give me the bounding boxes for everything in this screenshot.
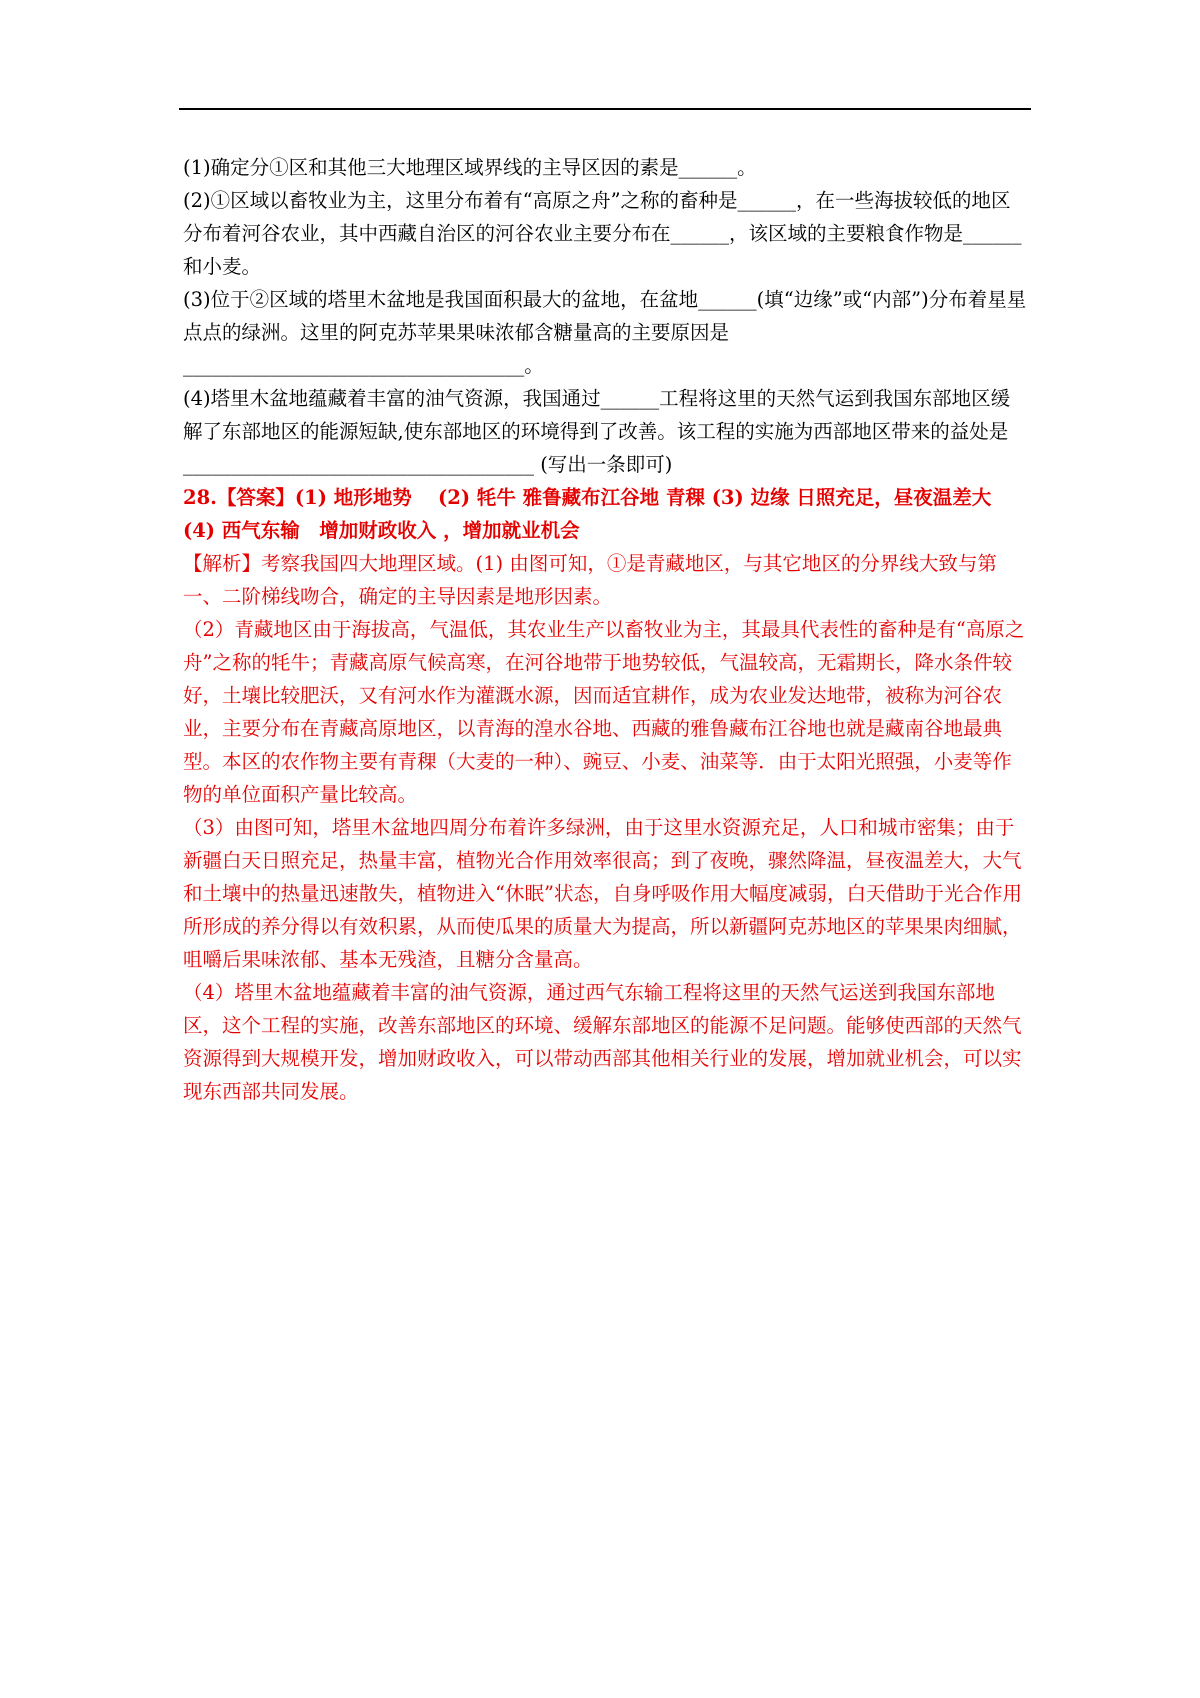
- explanation-part-3: （3）由图可知，塔里木盆地四周分布着许多绿洲，由于这里水资源充足，人口和城市密集；由于新疆白天日照充足，热量丰富，植物光合作用效率很高；到了夜晚，骤然降温，昼夜温差大，大气和土壤中的热量迅速散失，植物进入“休眠”状态，自身呼吸作用大幅度减弱，白天借助于光合作用所形成的养分得以有效积累，从而使瓜果的质量大为提高，所以新疆阿克苏地区的苹果果肉细腻，咀嚼后果味浓郁、基本无残渣，且糖分含量高。: [183, 816, 1022, 971]
- question-3-answer-line: ___________________________________。: [183, 354, 544, 377]
- question-1: (1)确定分①区和其他三大地理区域界线的主导区因的素是______。: [183, 156, 757, 179]
- question-3: (3)位于②区域的塔里木盆地是我国面积最大的盆地，在盆地______(填“边缘”或“内部”)分布着星星点点的绿洲。这里的阿克苏苹果果味浓郁含糖量高的主要原因是: [183, 288, 1027, 344]
- question-4: (4)塔里木盆地蕴藏着丰富的油气资源，我国通过______工程将这里的天然气运到我国东部地区缓解了东部地区的能源短缺,使东部地区的环境得到了改善。该工程的实施为西部地区带来的益处是____________________________________ (写出一条即可): [183, 387, 1011, 476]
- question-2: (2)①区域以畜牧业为主，这里分布着有“高原之舟”之称的畜种是______，在一些海拔较低的地区分布着河谷农业，其中西藏自治区的河谷农业主要分布在______，该区域的主要粮食作物是______和小麦。: [183, 189, 1022, 278]
- answer-key: 28.【答案】(1) 地形地势 (2) 牦牛 雅鲁藏布江谷地 青稞 (3) 边缘 日照充足，昼夜温差大 (4) 西气东输 增加财政收入 ，增加就业机会: [183, 486, 1018, 542]
- explanation-part-4: （4）塔里木盆地蕴藏着丰富的油气资源，通过西气东输工程将这里的天然气运送到我国东部地区，这个工程的实施，改善东部地区的环境、缓解东部地区的能源不足问题。能够使西部的天然气资源得到大规模开发，增加财政收入，可以带动西部其他相关行业的发展，增加就业机会，可以实现东西部共同发展。: [183, 981, 1022, 1103]
- explanation-part-2: （2）青藏地区由于海拔高，气温低，其农业生产以畜牧业为主，其最具代表性的畜种是有“高原之舟”之称的牦牛；青藏高原气候高寒，在河谷地带于地势较低，气温较高，无霜期长，降水条件较好，土壤比较肥沃，又有河水作为灌溉水源，因而适宜耕作，成为农业发达地带，被称为河谷农业，主要分布在青藏高原地区，以青海的湟水谷地、西藏的雅鲁藏布江谷地也就是藏南谷地最典型。本区的农作物主要有青稞（大麦的一种）、豌豆、小麦、油菜等．由于太阳光照强，小麦等作物的单位面积产量比较高。: [183, 618, 1025, 806]
- explanation-intro: 【解析】考察我国四大地理区域。(1) 由图可知，①是青藏地区，与其它地区的分界线大致与第一、二阶梯线吻合，确定的主导因素是地形因素。: [183, 552, 997, 608]
- document-body: [183, 151, 1029, 1108]
- header-rule: [179, 108, 1031, 110]
